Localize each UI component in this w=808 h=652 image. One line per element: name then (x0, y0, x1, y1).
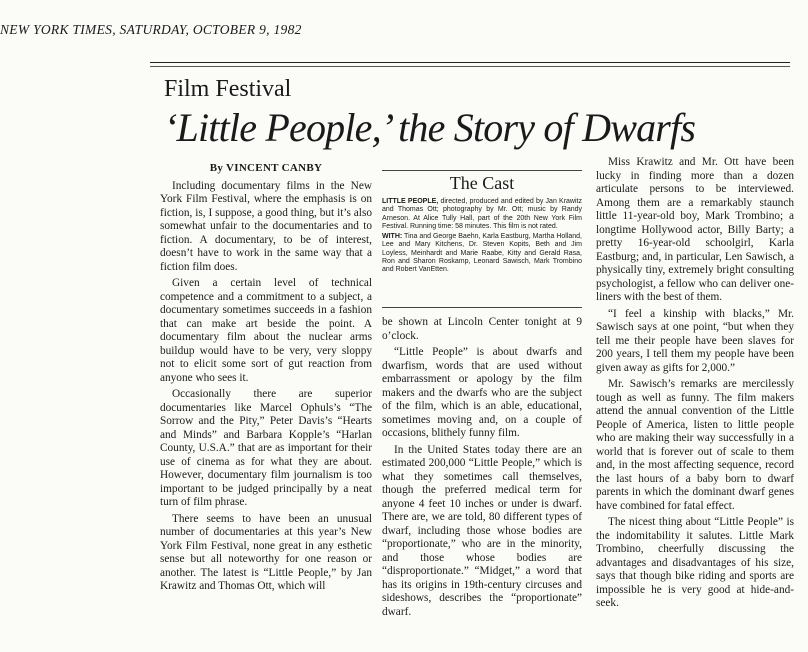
top-rule (150, 62, 790, 63)
byline: By VINCENT CANBY (209, 162, 323, 174)
cast-with-text: Tina and George Baehn, Karla Eastburg, Martha Holland, Lee and Mary Kitchens, Dr. Steven Kopits, Beth and Jim Loyless, Meinhardt and Marie Raabe, Kitty and Gerald Rasa, Ron and Sharon Roskamp, Leonard Sawisch, Mark Trombino and Robert VanEtten. (382, 233, 583, 274)
cast-with-lead: WITH: (382, 233, 403, 241)
cast-credits-lead: LITTLE PEOPLE, (382, 198, 439, 205)
headline: ‘Little People,’ the Story of Dwarfs (164, 105, 696, 150)
cast-title: The Cast (449, 173, 515, 193)
article-column-3 (596, 156, 794, 614)
article-column-2 (382, 316, 582, 622)
paragraph: There seems to have been an unusual number of documentaries at this year’s New York Film Festival, none great in any esthetic sense but all noteworthy for one reason or another. The latest is “Little People,” by Jan Krawitz and Thomas Ott, which will (160, 512, 372, 592)
top-rule-thin (150, 66, 790, 67)
paragraph: Miss Krawitz and Mr. Ott have been lucky in finding more than a dozen articulate persons to be interviewed. Among them are a remarkably staunch little 11-year-old boy, Mark Trombino; a longtime Hollywood actor, Billy Barty; a pretty 16-year-old schoolgirl, Karla Eastburg; and, in particular, Len Sawisch, a physically tiny, extremely bright consulting psychologist, a fellow who can deliver one-liners with the best of them. (596, 156, 794, 303)
paragraph: The nicest thing about “Little People” is the indomitability it salutes. Little Mark Trombino, cheerfully discussing the advantages and disadvantages of his size, says that though bike riding and sports are impossible he is very good at hide-and-seek. (596, 516, 794, 609)
paragraph: Occasionally there are superior documentaries like Marcel Ophuls’s “The Sorrow and the Pity,” Peter Davis’s “Hearts and Minds” and Barbara Kopple’s “Harlan County, U.S.A.” that are as important for their use of cinema as for what they are about. However, documentary film journalism is too important to be judged principally by a neat turn of film phrase. (160, 388, 372, 508)
section-title: Film Festival (164, 76, 292, 102)
cast-credits-text: directed, produced and edited by Jan Krawitz and Thomas Ott; photography by Mr. Ott; music by Randy Arneson. At Alice Tully Hall, part of the 20th New York Film Festival. Running time: 58 minutes. This film is not rated. (382, 198, 582, 230)
cast-box (382, 170, 582, 308)
article-column-1 (160, 162, 372, 597)
paragraph: be shown at Lincoln Center tonight at 9 o’clock. (382, 316, 582, 342)
paragraph: Mr. Sawisch’s remarks are mercilessly tough as well as funny. The film makers attend the annual convention of the Little People of America, listen to little people who are making their way successfully in a world that is forever out of scale to them and, in the most affecting sequence, record the last hours of a baby born to dwarf parents in which the dominant dwarf genes have combined for fatal effect. (596, 378, 794, 512)
paragraph: In the United States today there are an estimated 200,000 “Little People,” which is what they sometimes call themselves, though the preferred medical term for anyone 4 feet 10 inches or under is dwarf. There are, we are told, 80 different types of dwarf, including those whose bodies are “proportionate,” who are in the minority, and those whose bodies are “disproportionate.” “Midget,” a word that has its origins in 19th-century circuses and sideshows, describes the “proportionate” dwarf. (382, 443, 582, 618)
paragraph: “I feel a kinship with blacks,” Mr. Sawisch says at one point, “but when they tell me their people have been slaves for 200 years, I tell them my people have been given away as gifts for 2,000.” (596, 307, 794, 374)
cast-with (382, 233, 582, 274)
masthead: NEW YORK TIMES, SATURDAY, OCTOBER 9, 1982 (0, 22, 302, 37)
paragraph: Given a certain level of technical competence and a commitment to a subject, a documentary sometimes succeeds in a fashion that can make art beside the point. A documentary film about the nuclear arms buildup would have to be very, very sloppy not to elicit some sort of gut reaction from anyone who sees it. (160, 277, 372, 384)
paragraph: “Little People” is about dwarfs and dwarfism, words that are used without embarrassment or apology by the film makers and the dwarfs who are the subject of the film, which is an able, educational, sometimes moving and, on a couple of occasions, blithely funny film. (382, 346, 582, 439)
paragraph: Including documentary films in the New York Film Festival, where the emphasis is on fiction, is, I suppose, a good thing, but it’s also somewhat unfair to the documentaries and to fiction. A documentary, to be of interest, doesn’t have to work in the same way that a fiction film does. (160, 179, 372, 273)
cast-credits (382, 198, 582, 231)
